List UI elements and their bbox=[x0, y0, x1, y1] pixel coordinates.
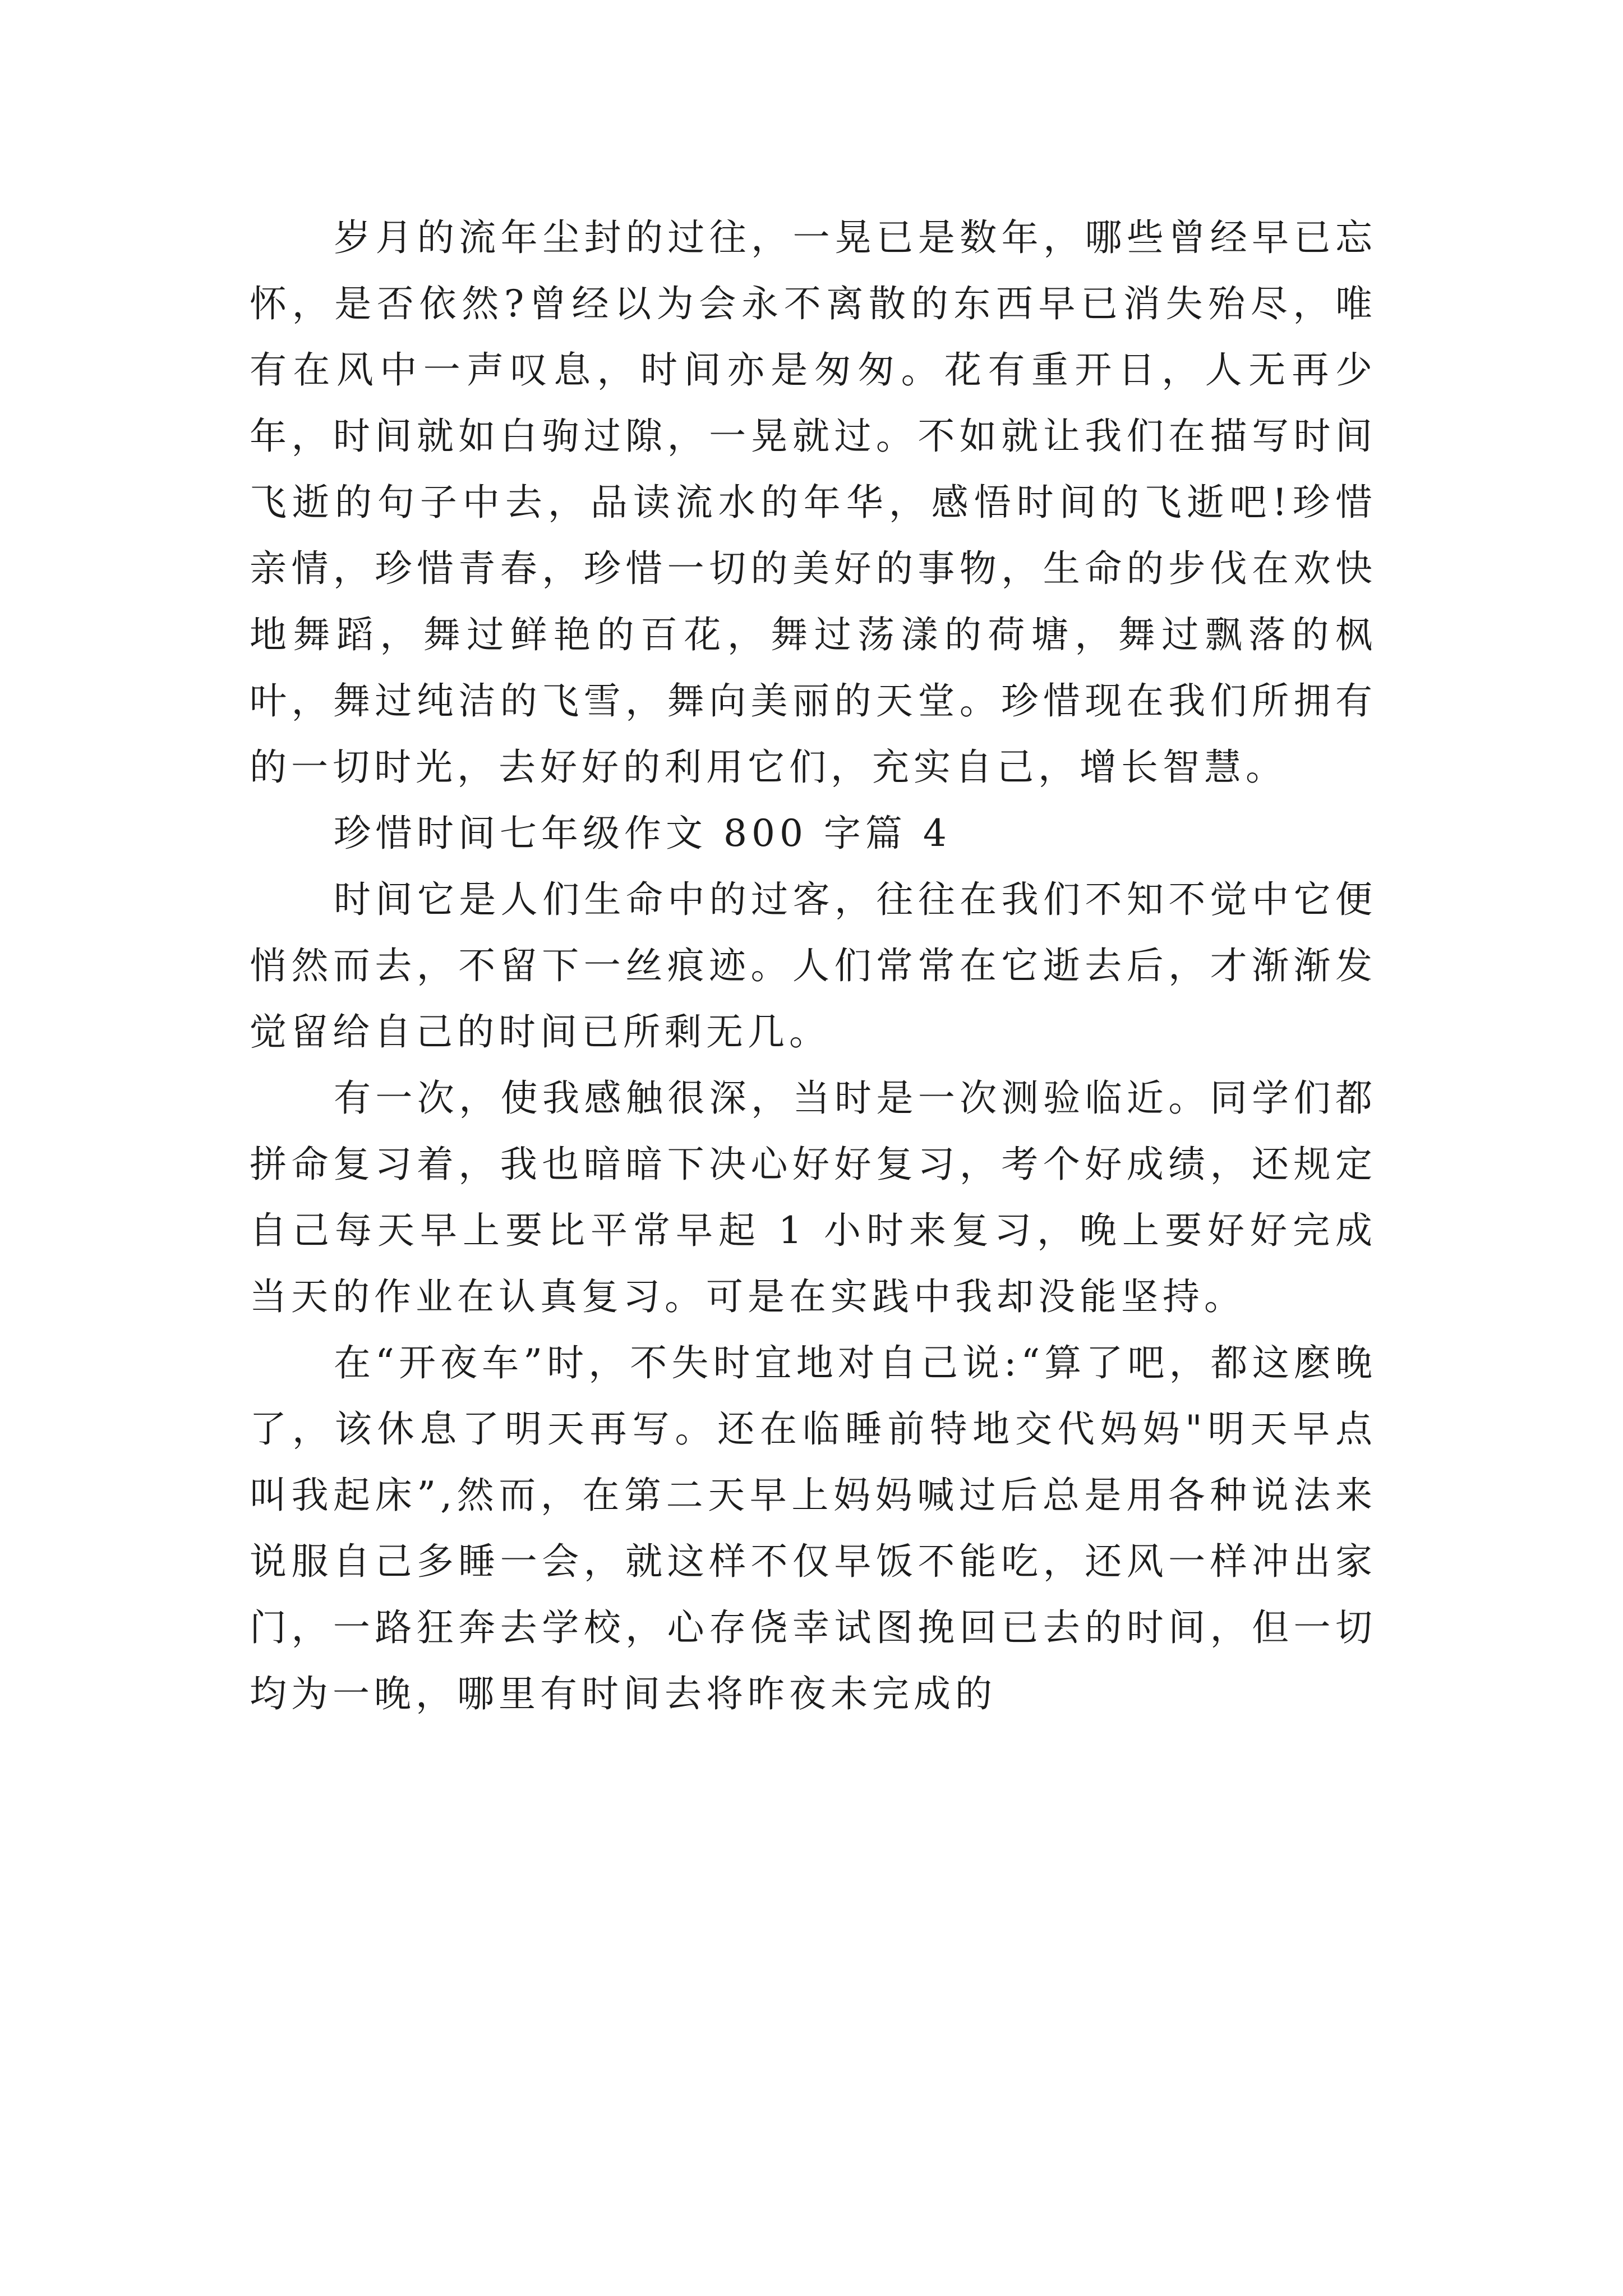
body-paragraph-2: 有一次，使我感触很深，当时是一次测验临近。同学们都拼命复习着，我也暗暗下决心好好复习，考个好成绩，还规定自己每天早上要比平常早起 1 小时来复习，晚上要好好完成当天的作业在认真复习。可是在实践中我却没能坚持。 bbox=[250, 1076, 1377, 1318]
document-body bbox=[250, 205, 1377, 1727]
intro-paragraph: 岁月的流年尘封的过往，一晃已是数年，哪些曾经早已忘怀，是否依然?曾经以为会永不离散的东西早已消失殆尽，唯有在风中一声叹息，时间亦是匆匆。花有重开日，人无再少年，时间就如白驹过隙，一晃就过。不如就让我们在描写时间飞逝的句子中去，品读流水的年华，感悟时间的飞逝吧!珍惜亲情，珍惜青春，珍惜一切的美好的事物，生命的步伐在欢快地舞蹈，舞过鲜艳的百花，舞过荡漾的荷塘，舞过飘落的枫叶，舞过纯洁的飞雪，舞向美丽的天堂。珍惜现在我们所拥有的一切时光，去好好的利用它们，充实自己，增长智慧。 bbox=[250, 216, 1377, 789]
body-paragraph-3: 在“开夜车”时，不失时宜地对自己说:“算了吧，都这麽晚了，该休息了明天再写。还在临睡前特地交代妈妈"明天早点叫我起床”,然而，在第二天早上妈妈喊过后总是用各种说法来说服自己多睡一会，就这样不仅早饭不能吃，还风一样冲出家门，一路狂奔去学校，心存侥幸试图挽回已去的时间，但一切均为一晚，哪里有时间去将昨夜未完成的 bbox=[250, 1341, 1377, 1715]
body-paragraph-1: 时间它是人们生命中的过客，往往在我们不知不觉中它便悄然而去，不留下一丝痕迹。人们常常在它逝去后，才渐渐发觉留给自己的时间已所剩无几。 bbox=[250, 878, 1377, 1053]
section-heading: 珍惜时间七年级作文 800 字篇 4 bbox=[334, 812, 951, 855]
